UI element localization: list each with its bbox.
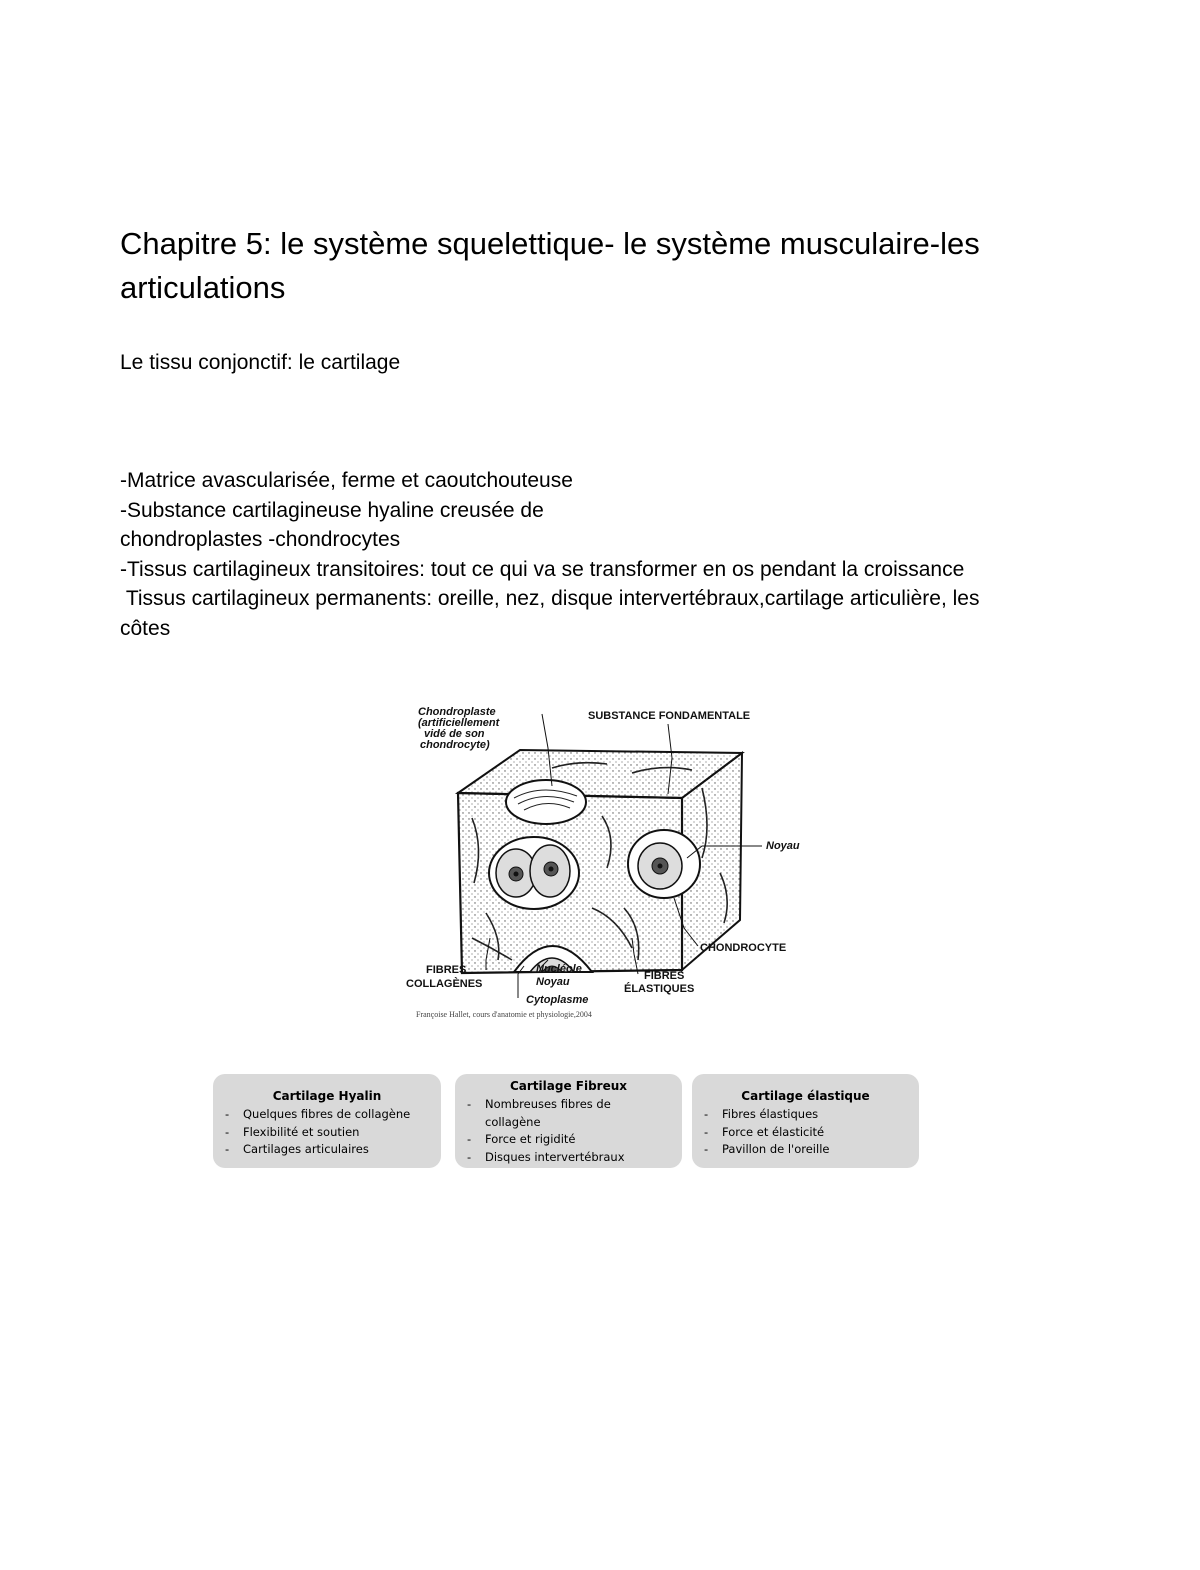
card-item: - Cartilages articulaires xyxy=(223,1141,431,1159)
label-chondroplaste: Chondroplaste xyxy=(418,706,496,718)
card-title: Cartilage Fibreux xyxy=(509,1079,628,1093)
label-chondroplaste-note: (artificiellement xyxy=(418,717,500,729)
label-fibres-collagenes: FIBRES xyxy=(426,964,467,976)
card-title: Cartilage élastique xyxy=(741,1089,870,1103)
card-item: - Quelques fibres de collagène xyxy=(223,1106,431,1124)
label-chondroplaste-note: chondrocyte) xyxy=(420,739,490,751)
section-subtitle: Le tissu conjonctif: le cartilage xyxy=(120,351,401,374)
key-point: -Substance cartilagineuse hyaline creusée de chondroplastes -chondrocytes xyxy=(120,498,544,552)
card-item: - Force et élasticité xyxy=(702,1124,909,1142)
key-point: -Matrice avascularisée, ferme et caoutchouteuse xyxy=(120,469,573,492)
card-list xyxy=(702,1106,909,1159)
card-item: - Pavillon de l'oreille xyxy=(702,1141,909,1159)
card-item: - Flexibilité et soutien xyxy=(223,1124,431,1142)
key-point: Tissus cartilagineux permanents: oreille, nez, disque intervertébraux,cartilage articulière, les côtes xyxy=(120,587,986,640)
chapter-title: Chapitre 5: le système squelettique- le système musculaire-les articulations xyxy=(120,226,980,305)
card-item: - Disques intervertébraux xyxy=(465,1149,672,1167)
card-cartilage-elastique xyxy=(692,1074,919,1168)
card-cartilage-hyalin xyxy=(213,1074,441,1168)
label-fibres-elastiques: FIBRES xyxy=(644,970,685,982)
card-title: Cartilage Hyalin xyxy=(272,1089,382,1103)
key-point: -Tissus cartilagineux transitoires: tout ce qui va se transformer en os pendant la croissance xyxy=(120,557,965,581)
card-list xyxy=(465,1096,672,1166)
card-item: - Force et rigidité xyxy=(465,1131,672,1149)
label-chondrocyte: CHONDROCYTE xyxy=(700,942,787,954)
label-substance-fondamentale: SUBSTANCE FONDAMENTALE xyxy=(588,710,751,722)
card-list xyxy=(223,1106,431,1159)
card-item: - Fibres élastiques xyxy=(702,1106,909,1124)
label-chondroplaste-note: vidé de son xyxy=(424,728,485,740)
label-noyau-bottom: Noyau xyxy=(536,976,570,988)
figure-credit: Françoise Hallet, cours d'anatomie et physiologie,2004 xyxy=(416,1010,592,1019)
label-fibres-elastiques: ÉLASTIQUES xyxy=(624,983,695,995)
cartilage-types xyxy=(213,1074,919,1168)
cartilage-diagram xyxy=(402,698,826,1028)
label-cytoplasme: Cytoplasme xyxy=(526,994,589,1006)
key-points-list xyxy=(120,466,1040,644)
card-item: - Nombreuses fibres de collagène xyxy=(465,1096,625,1131)
label-noyau: Noyau xyxy=(766,840,800,852)
card-cartilage-fibreux xyxy=(455,1074,682,1168)
label-nucleole: Nucléole xyxy=(536,963,582,975)
label-fibres-collagenes: COLLAGÈNES xyxy=(406,978,483,990)
